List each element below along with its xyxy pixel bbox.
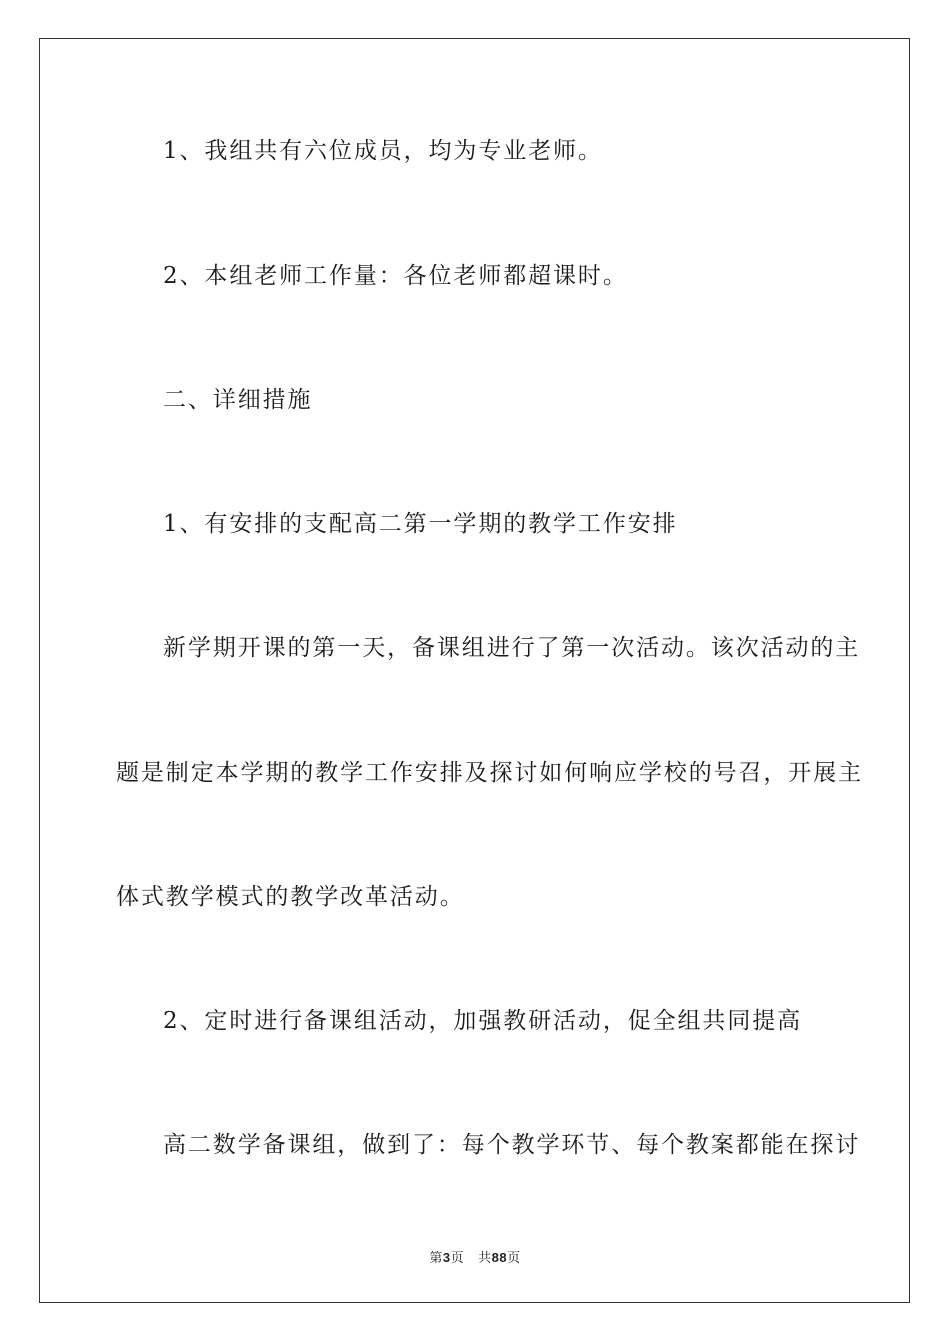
- page-footer: [0, 1247, 950, 1266]
- paragraph-line-8: 2、定时进行备课组活动，加强教研活动，促全组共同提高: [163, 1008, 803, 1034]
- section-heading: 二、详细措施: [163, 387, 313, 413]
- footer-page-prefix: 第: [429, 1251, 443, 1266]
- paragraph-line-4: 1、有安排的支配高二第一学期的教学工作安排: [163, 511, 678, 537]
- footer-total-suffix: 页: [507, 1251, 521, 1266]
- footer-total-pages: 88: [491, 1250, 508, 1265]
- footer-page-suffix: 页: [450, 1251, 465, 1266]
- paragraph-line-1: 1、我组共有六位成员，均为专业老师。: [163, 138, 603, 164]
- paragraph-line-6: 题是制定本学期的教学工作安排及探讨如何响应学校的号召，开展主: [116, 760, 863, 786]
- paragraph-line-7: 体式教学模式的教学改革活动。: [116, 884, 465, 910]
- paragraph-line-5: 新学期开课的第一天，备课组进行了第一次活动。该次活动的主: [163, 635, 861, 661]
- footer-page-number: 3: [442, 1250, 451, 1265]
- paragraph-line-2: 2、本组老师工作量：各位老师都超课时。: [163, 263, 628, 289]
- footer-total-prefix: 共: [478, 1251, 492, 1266]
- paragraph-line-9: 高二数学备课组，做到了：每个教学环节、每个教案都能在探讨: [163, 1132, 861, 1158]
- page-border: [39, 38, 910, 1303]
